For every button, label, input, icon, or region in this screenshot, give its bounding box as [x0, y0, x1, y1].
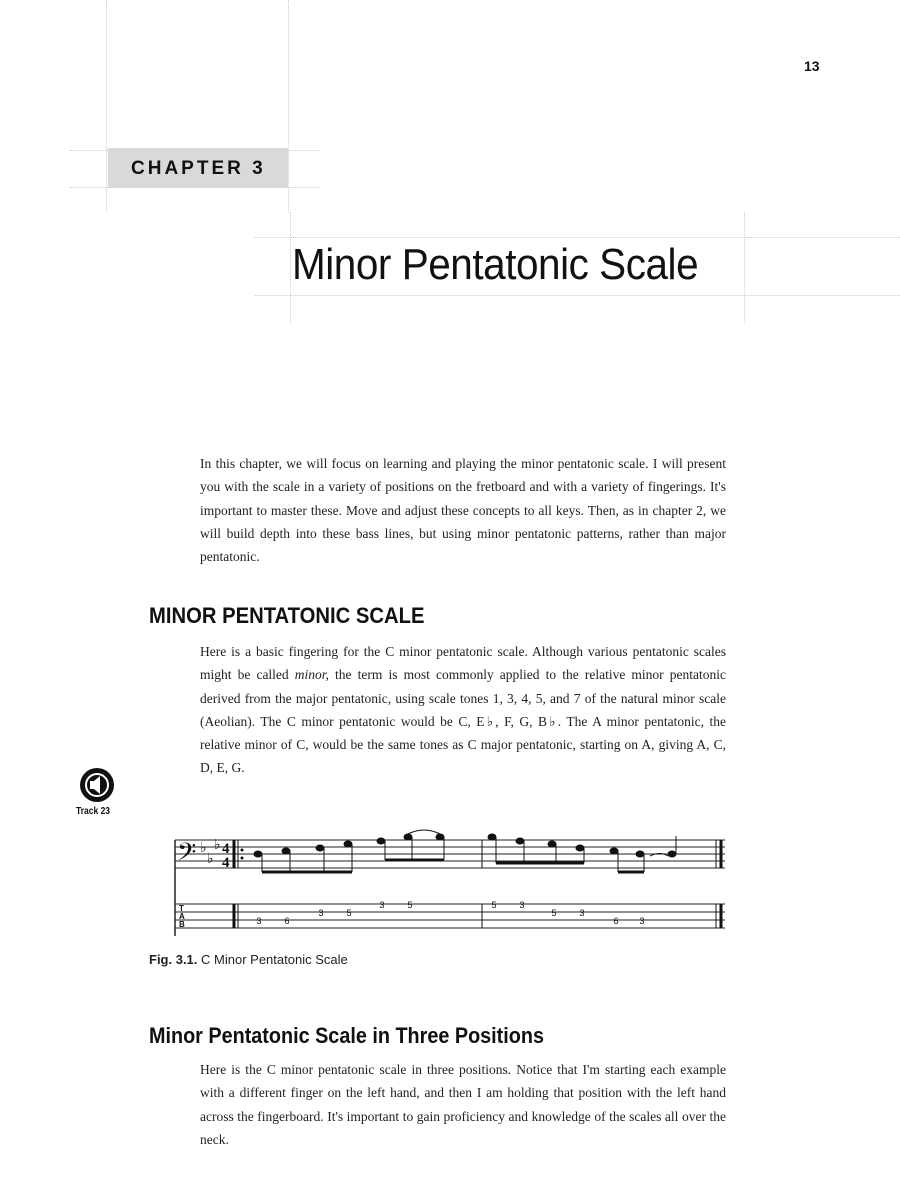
guide-line — [255, 295, 900, 296]
tab-number: 3 — [379, 900, 385, 910]
tab-number: 5 — [407, 900, 413, 910]
tab-number: 5 — [551, 908, 557, 918]
tab-number: 3 — [256, 916, 262, 926]
page-number: 13 — [804, 58, 820, 74]
speaker-icon — [78, 766, 116, 809]
guide-line — [255, 237, 900, 238]
tab-letter: A — [179, 912, 185, 921]
tab-number: 5 — [346, 908, 352, 918]
key-flat: ♭ — [200, 840, 207, 856]
section-heading-three-positions: Minor Pentatonic Scale in Three Positions — [149, 1023, 544, 1048]
guide-line — [744, 212, 745, 324]
section-paragraph — [200, 640, 726, 780]
figure-number: Fig. 3.1. — [149, 952, 198, 967]
chapter-label: CHAPTER 3 — [131, 158, 266, 179]
tab-number: 6 — [613, 916, 619, 926]
tab-letter: B — [179, 920, 185, 929]
tab-number: 3 — [519, 900, 525, 910]
chapter-title: Minor Pentatonic Scale — [292, 240, 699, 289]
key-flat: ♭ — [214, 837, 221, 853]
paragraph-emphasis: minor, — [294, 667, 329, 683]
section-paragraph: Here is the C minor pentatonic scale in three positions. Notice that I'm starting each example with a different finger on the left hand, and then I am holding that position with the left hand across the fingerboard. It's important to gain proficiency and knowledge of the scales all over the neck. — [200, 1062, 726, 1147]
paragraph-text: the term is most commonly applied to the relative minor pentatonic derived from the major pentatonic, using scale tones 1, 3, 4, 5, and 7 of the natural minor scale (Aeolian). The C minor pentatonic would be C, E♭, F, G, B♭. The A minor pentatonic, the relative minor of C, would be the same tones as C major pentatonic, starting on A, giving A, C, D, E, G. — [200, 667, 726, 776]
tab-number: 3 — [579, 908, 585, 918]
guide-line — [288, 0, 289, 212]
intro-paragraph: In this chapter, we will focus on learning and playing the minor pentatonic scale. I will present you with the scale in a variety of positions on the fretboard and with a variety of fingerings. It's important to master these. Move and adjust these concepts to all keys. Then, as in chapter 2, we will build depth into these bass lines, but using minor pentatonic patterns, rather than major pentatonic. — [200, 456, 726, 565]
paragraph-text: Here is a basic fingering for the C minor pentatonic scale. Although various pentatonic scales might be called — [200, 644, 726, 683]
key-flat: ♭ — [207, 851, 214, 867]
music-notation — [170, 820, 740, 945]
time-signature-bottom: 4 — [222, 855, 230, 871]
bass-clef: 𝄢 — [177, 838, 197, 873]
track-label: Track 23 — [76, 806, 111, 817]
tab-number: 5 — [491, 900, 497, 910]
guide-line — [290, 212, 291, 324]
tab-number: 6 — [284, 916, 290, 926]
figure-caption-text: C Minor Pentatonic Scale — [201, 952, 348, 967]
tab-letter: T — [179, 904, 184, 913]
guide-line — [106, 0, 107, 212]
section-heading-minor-pentatonic: MINOR PENTATONIC SCALE — [149, 603, 425, 628]
tab-number: 3 — [318, 908, 324, 918]
time-signature-top: 4 — [222, 841, 230, 857]
figure-caption — [149, 952, 348, 967]
tab-number: 3 — [639, 916, 645, 926]
